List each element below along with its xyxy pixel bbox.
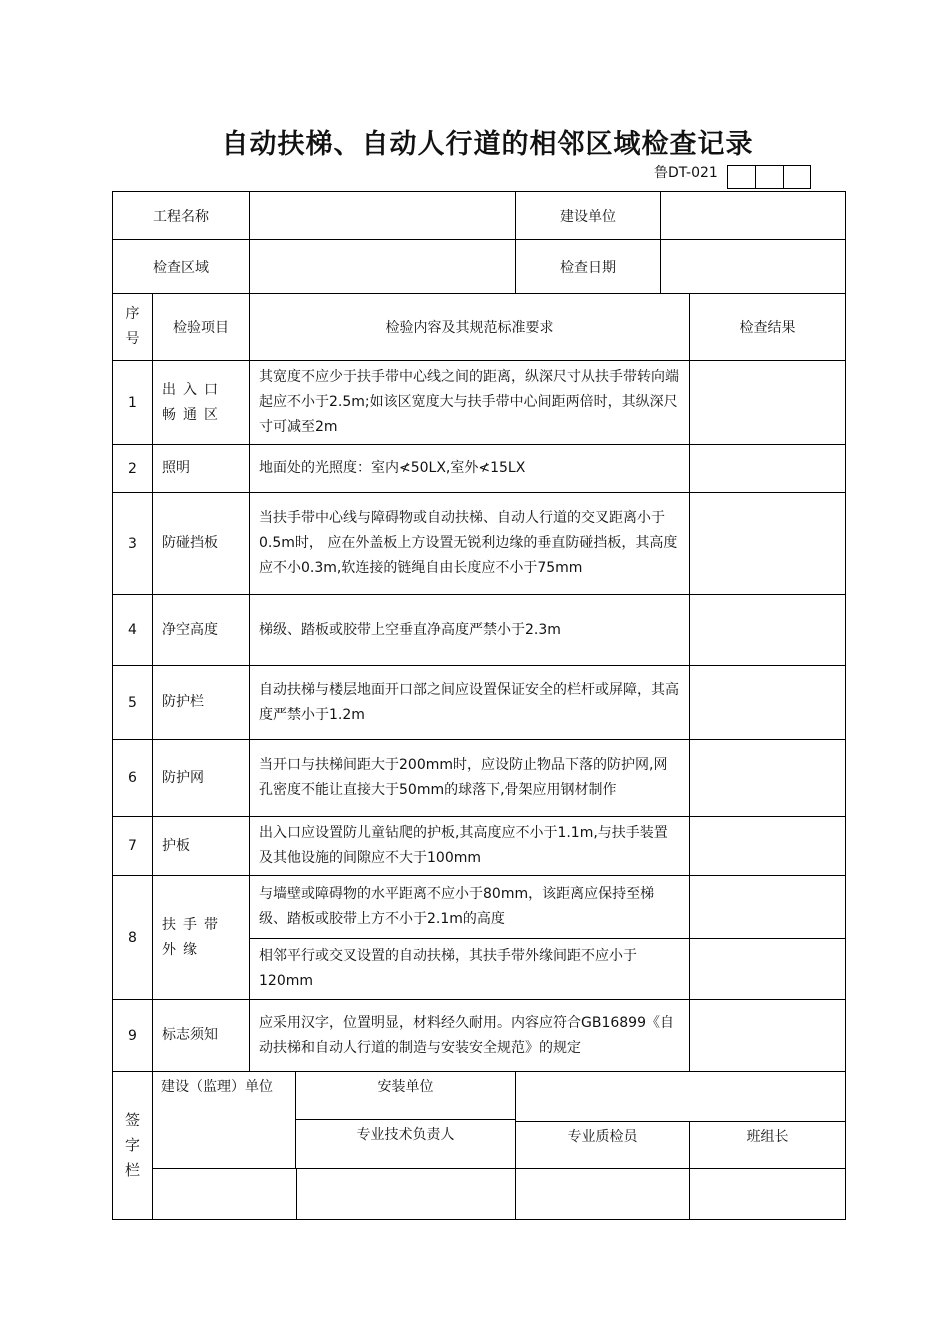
row-item: 防护栏 — [153, 666, 250, 740]
row-result-field[interactable] — [690, 1000, 846, 1072]
row-no: 2 — [113, 445, 153, 493]
page-title: 自动扶梯、自动人行道的相邻区域检查记录 — [221, 129, 754, 160]
project-name-label: 工程名称 — [113, 192, 250, 240]
sign-qc-field[interactable] — [516, 1169, 690, 1220]
code-box[interactable] — [727, 165, 755, 189]
row-no: 5 — [113, 666, 153, 740]
row-no: 3 — [113, 493, 153, 595]
project-name-field[interactable] — [250, 192, 516, 240]
row-item: 照明 — [153, 445, 250, 493]
row-no: 9 — [113, 1000, 153, 1072]
signature-bar-char: 签 — [124, 1111, 140, 1129]
row-result-field[interactable] — [690, 445, 846, 493]
row-item: 出入口畅通区 — [153, 361, 250, 445]
installer-field[interactable] — [516, 1072, 846, 1122]
row-result-field[interactable] — [690, 595, 846, 666]
installer-label: 安装单位 — [296, 1072, 515, 1120]
row-content: 当扶手带中心线与障碍物或自动扶梯、自动人行道的交叉距离小于0.5m时， 应在外盖板上方设置无锐利边缘的垂直防碰挡板，其高度应不小0.3m,软连接的链绳自由长度应不小于75mm — [250, 493, 690, 595]
row-result-field[interactable] — [690, 939, 846, 1000]
row-content: 梯级、踏板或胶带上空垂直净高度严禁小于2.3m — [250, 595, 690, 666]
row-item: 护板 — [153, 817, 250, 876]
col-seq — [113, 294, 153, 361]
team-lead-label: 班组长 — [690, 1121, 846, 1169]
signature-bar-char: 字 — [124, 1136, 140, 1154]
row-content: 出入口应设置防儿童钻爬的护板,其高度应不小于1.1m,与扶手装置及其他设施的间隙应不大于100mm — [250, 817, 690, 876]
row-no: 8 — [113, 876, 153, 1000]
code-box[interactable] — [783, 165, 811, 189]
area-field[interactable] — [250, 240, 516, 294]
row-result-field[interactable] — [690, 666, 846, 740]
builder-label: 建设单位 — [516, 192, 661, 240]
signature-bar — [113, 1072, 153, 1220]
row-content: 自动扶梯与楼层地面开口部之间应设置保证安全的栏杆或屏障，其高度严禁小于1.2m — [250, 666, 690, 740]
sign-supervision-area[interactable] — [153, 1169, 516, 1220]
row-content: 当开口与扶梯间距大于200mm时，应设防止物品下落的防护网,网孔密度不能让直接大于50mm的球落下,骨架应用钢材制作 — [250, 740, 690, 817]
row-result-field[interactable] — [690, 361, 846, 445]
row-result-field[interactable] — [690, 876, 846, 939]
row-content: 应采用汉字，位置明显，材料经久耐用。内容应符合GB16899《自动扶梯和自动人行道的制造与安装安全规范》的规定 — [250, 1000, 690, 1072]
date-field[interactable] — [661, 240, 846, 294]
date-label: 检查日期 — [516, 240, 661, 294]
form-code-boxes — [727, 165, 811, 189]
inspection-table — [112, 191, 846, 1220]
row-no: 7 — [113, 817, 153, 876]
row-no: 6 — [113, 740, 153, 817]
sign-team-lead-field[interactable] — [690, 1169, 846, 1220]
row-item: 防碰挡板 — [153, 493, 250, 595]
row-content: 其宽度不应少于扶手带中心线之间的距离，纵深尺寸从扶手带转向端起应不小于2.5m;如该区宽度大与扶手带中心间距两倍时，其纵深尺寸可减至2m — [250, 361, 690, 445]
row-result-field[interactable] — [690, 740, 846, 817]
row-content: 相邻平行或交叉设置的自动扶梯，其扶手带外缘间距不应小于120mm — [250, 939, 690, 1000]
row-result-field[interactable] — [690, 817, 846, 876]
row-no: 4 — [113, 595, 153, 666]
qc-label: 专业质检员 — [516, 1121, 690, 1169]
area-label: 检查区域 — [113, 240, 250, 294]
row-content: 地面处的光照度：室内≮50LX,室外≮15LX — [250, 445, 690, 493]
signature-bar-char: 栏 — [124, 1161, 140, 1179]
sign-tech-lead-field[interactable] — [297, 1169, 515, 1219]
col-item: 检验项目 — [153, 294, 250, 361]
supervision-label: 建设（监理）单位 — [153, 1072, 296, 1168]
row-result-field[interactable] — [690, 493, 846, 595]
col-seq-char: 序 — [125, 306, 140, 322]
sign-supervision-field[interactable] — [153, 1169, 297, 1219]
row-item: 净空高度 — [153, 595, 250, 666]
row-item: 扶手带外缘 — [153, 876, 250, 1000]
tech-lead-label: 专业技术负责人 — [356, 1127, 455, 1143]
row-item: 标志须知 — [153, 1000, 250, 1072]
col-result: 检查结果 — [690, 294, 846, 361]
col-content: 检验内容及其规范标准要求 — [250, 294, 690, 361]
row-content: 与墙壁或障碍物的水平距离不应小于80mm，该距离应保持至梯级、踏板或胶带上方不小于2.1m的高度 — [250, 876, 690, 939]
builder-field[interactable] — [661, 192, 846, 240]
row-item: 防护网 — [153, 740, 250, 817]
col-seq-char: 号 — [125, 331, 140, 347]
supervision-cell[interactable] — [153, 1072, 516, 1169]
code-box[interactable] — [755, 165, 783, 189]
row-no: 1 — [113, 361, 153, 445]
form-code: 鲁DT-021 — [654, 165, 718, 181]
